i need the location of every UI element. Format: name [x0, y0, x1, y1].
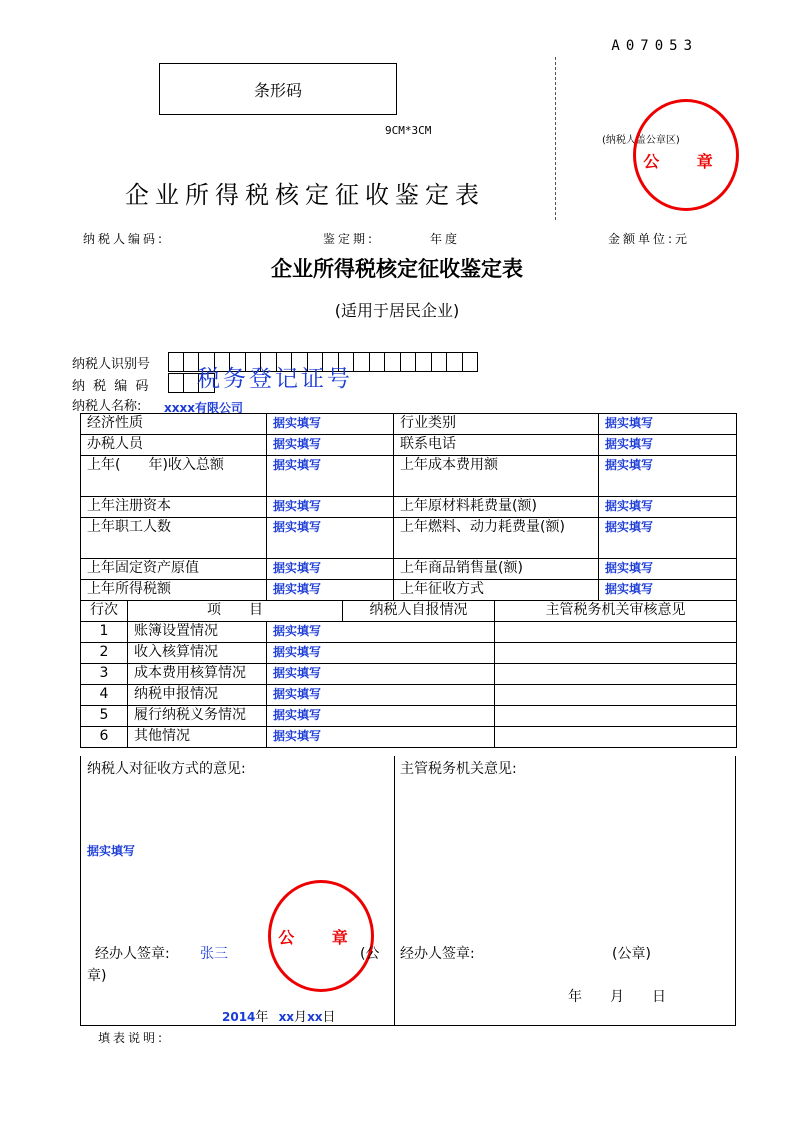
item-review[interactable] — [495, 643, 737, 664]
seal-note-b: 章) — [87, 968, 107, 984]
item-row — [81, 706, 737, 727]
form-title: 企业所得税核定征收鉴定表 — [271, 257, 523, 281]
year-label: 年度 — [430, 232, 461, 246]
item-no: 1 — [81, 622, 128, 643]
item-review[interactable] — [495, 727, 737, 748]
item-row — [81, 622, 737, 643]
info-value[interactable]: 据实填写 — [599, 518, 737, 559]
item-review[interactable] — [495, 706, 737, 727]
info-row — [81, 435, 737, 456]
info-value[interactable]: 据实填写 — [599, 559, 737, 580]
day-char: 日 — [322, 1010, 336, 1025]
notes-label: 填表说明: — [98, 1031, 166, 1045]
taxpayer-opinion-text[interactable]: 据实填写 — [87, 844, 136, 858]
item-review[interactable] — [495, 685, 737, 706]
info-value[interactable]: 据实填写 — [267, 414, 394, 435]
info-row — [81, 559, 737, 580]
item-review[interactable] — [495, 622, 737, 643]
info-value[interactable]: 据实填写 — [599, 580, 737, 601]
authority-seal-note: (公章) — [612, 946, 651, 962]
info-table — [80, 413, 737, 748]
form-code: A07053 — [611, 38, 698, 54]
item-no: 5 — [81, 706, 128, 727]
taxpayer-name-value: xxxx有限公司 — [164, 401, 243, 415]
taxpayer-date[interactable] — [222, 1006, 336, 1025]
item-no: 3 — [81, 664, 128, 685]
item-name: 纳税申报情况 — [128, 685, 267, 706]
taxpayer-name-label: 纳税人名称: — [72, 399, 142, 414]
barcode-size: 9CM*3CM — [385, 124, 432, 137]
info-value[interactable]: 据实填写 — [267, 559, 394, 580]
info-label: 上年( 年)收入总额 — [81, 456, 267, 497]
info-row — [81, 580, 737, 601]
info-label: 上年征收方式 — [394, 580, 599, 601]
date-month: xx — [278, 1010, 295, 1024]
item-no: 2 — [81, 643, 128, 664]
item-self-report[interactable]: 据实填写 — [267, 727, 495, 748]
opinions-divider — [394, 756, 395, 1025]
seal-note-a: (公 — [360, 946, 380, 962]
info-row — [81, 518, 737, 559]
item-self-report[interactable]: 据实填写 — [267, 622, 495, 643]
info-value[interactable]: 据实填写 — [267, 456, 394, 497]
col-header-item: 项 目 — [128, 601, 343, 622]
signer-label: 经办人签章: — [95, 946, 170, 962]
col-header-self-report: 纳税人自报情况 — [343, 601, 495, 622]
item-name: 账簿设置情况 — [128, 622, 267, 643]
info-label: 上年原材料耗费量(额) — [394, 497, 599, 518]
tax-reg-label: 纳 税 编 码 — [72, 379, 151, 394]
info-label: 联系电话 — [394, 435, 599, 456]
info-row — [81, 414, 737, 435]
info-label: 上年注册资本 — [81, 497, 267, 518]
year-char: 年 — [255, 1010, 269, 1025]
item-review[interactable] — [495, 664, 737, 685]
item-name: 履行纳税义务情况 — [128, 706, 267, 727]
item-self-report[interactable]: 据实填写 — [267, 664, 495, 685]
seal-stamp-top: 公 章 — [633, 99, 739, 211]
info-value[interactable]: 据实填写 — [599, 435, 737, 456]
info-value[interactable]: 据实填写 — [267, 580, 394, 601]
tax-reg-handwritten: 税务登记证号 — [197, 366, 353, 392]
info-label: 经济性质 — [81, 414, 267, 435]
info-value[interactable]: 据实填写 — [599, 414, 737, 435]
info-value[interactable]: 据实填写 — [267, 518, 394, 559]
item-name: 收入核算情况 — [128, 643, 267, 664]
period-label: 鉴定期: — [323, 232, 376, 246]
taxpayer-id-label: 纳税人识别号 — [72, 357, 151, 372]
taxpayer-code-label: 纳税人编码: — [83, 232, 166, 246]
item-self-report[interactable]: 据实填写 — [267, 643, 495, 664]
info-label: 上年成本费用额 — [394, 456, 599, 497]
info-value[interactable]: 据实填写 — [599, 456, 737, 497]
date-year: 2014 — [222, 1010, 256, 1024]
item-name: 其他情况 — [128, 727, 267, 748]
signer-name[interactable]: 张三 — [200, 946, 228, 962]
info-label: 上年燃料、动力耗费量(额) — [394, 518, 599, 559]
info-label: 办税人员 — [81, 435, 267, 456]
authority-opinion-title: 主管税务机关意见: — [400, 761, 517, 777]
item-no: 4 — [81, 685, 128, 706]
unit-label: 金额单位:元 — [608, 232, 691, 246]
info-row — [81, 456, 737, 497]
authority-date[interactable]: 年 月 日 — [568, 989, 666, 1005]
info-label: 上年职工人数 — [81, 518, 267, 559]
month-char: 月 — [294, 1010, 308, 1025]
info-label: 上年固定资产原值 — [81, 559, 267, 580]
info-label: 上年所得税额 — [81, 580, 267, 601]
info-value[interactable]: 据实填写 — [267, 497, 394, 518]
info-value[interactable]: 据实填写 — [267, 435, 394, 456]
item-no: 6 — [81, 727, 128, 748]
item-row — [81, 685, 737, 706]
item-row — [81, 664, 737, 685]
info-label: 上年商品销售量(额) — [394, 559, 599, 580]
info-label: 行业类别 — [394, 414, 599, 435]
authority-signer-label: 经办人签章: — [400, 946, 475, 962]
item-self-report[interactable]: 据实填写 — [267, 685, 495, 706]
items-header-row — [81, 601, 737, 622]
col-header-no: 行次 — [81, 601, 128, 622]
info-row — [81, 497, 737, 518]
info-value[interactable]: 据实填写 — [599, 497, 737, 518]
dashed-divider — [555, 57, 556, 220]
seal-stamp-bottom: 公 章 — [268, 880, 374, 992]
item-row — [81, 643, 737, 664]
item-name: 成本费用核算情况 — [128, 664, 267, 685]
col-header-review: 主管税务机关审核意见 — [495, 601, 737, 622]
item-self-report[interactable]: 据实填写 — [267, 706, 495, 727]
form-subtitle: (适用于居民企业) — [334, 301, 460, 320]
barcode-box: 条形码 — [159, 63, 397, 115]
item-row — [81, 727, 737, 748]
seal-area-label: (纳税人盖公章区) — [602, 135, 680, 146]
page-title: 企业所得税核定征收鉴定表 — [125, 181, 485, 209]
taxpayer-opinion-title: 纳税人对征收方式的意见: — [87, 761, 246, 777]
date-day: xx — [307, 1010, 323, 1024]
